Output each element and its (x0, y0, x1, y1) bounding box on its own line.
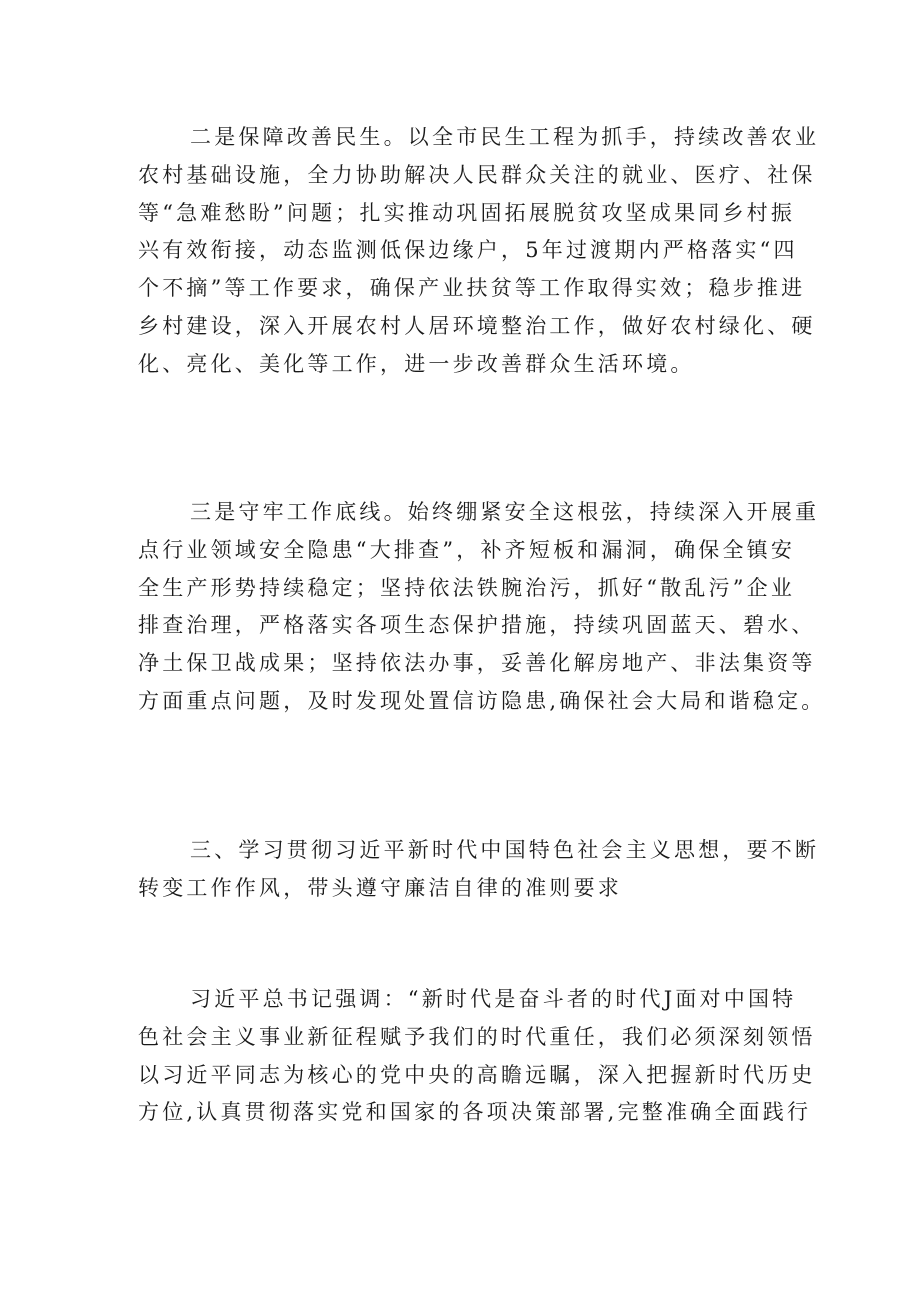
text-line: 净土保卫战成果；坚持依法办事，妥善化解房地产、非法集资等 (138, 651, 816, 676)
text-line: 乡村建设，深入开展农村人居环境整治工作，做好农村绿化、硬 (138, 313, 816, 338)
text-line: 农村基础设施，全力协助解决人民群众关注的就业、医疗、社保 (138, 162, 816, 187)
text-line: 化、亮化、美化等工作，进一步改善群众生活环境。 (138, 351, 695, 376)
text-line: 方面重点问题，及时发现处置信访隐患,确保社会大局和谐稳定。 (138, 688, 826, 713)
text-line: 色社会主义事业新征程赋予我们的时代重任，我们必须深刻领悟 (138, 1024, 816, 1049)
text-line: 点行业领域安全隐患“大排查”，补齐短板和漏洞，确保全镇安 (138, 537, 796, 562)
text-line: 等“急难愁盼”问题；扎实推动巩固拓展脱贫攻坚成果同乡村振 (138, 200, 796, 225)
section-heading (138, 832, 820, 908)
text-line: 以习近平同志为核心的党中央的高瞻远瞩，深入把握新时代历史 (138, 1062, 816, 1087)
text-line: 排查治理，严格落实各项生态保护措施，持续巩固蓝天、碧水、 (138, 613, 816, 638)
paragraph-improve-livelihood (138, 119, 820, 384)
text-line: 三、学习贯彻习近平新时代中国特色社会主义思想，要不断 (190, 838, 820, 862)
text-line: 个不摘”等工作要求，确保产业扶贫等工作取得实效；稳步推进 (138, 276, 806, 301)
text-line: 转变工作作风，带头遵守廉洁自律的准则要求 (138, 875, 622, 900)
text-line: 方位,认真贯彻落实党和国家的各项决策部署,完整准确全面践行 (138, 1100, 812, 1125)
text-line: 习近平总书记强调：“新时代是奋斗者的时代J面对中国特 (190, 987, 797, 1011)
text-line: 兴有效衔接，动态监测低保边缘户，5年过渡期内严格落实“四 (138, 238, 798, 263)
text-line: 三是守牢工作底线。始终绷紧安全这根弦，持续深入开展重 (190, 500, 820, 524)
paragraph-quote (138, 981, 816, 1132)
paragraph-work-bottom-line (138, 494, 826, 721)
text-line: 全生产形势持续稳定；坚持依法铁腕治污，抓好“散乱污”企业 (138, 575, 796, 600)
text-line: 二是保障改善民生。以全市民生工程为抓手，持续改善农业 (190, 125, 820, 149)
